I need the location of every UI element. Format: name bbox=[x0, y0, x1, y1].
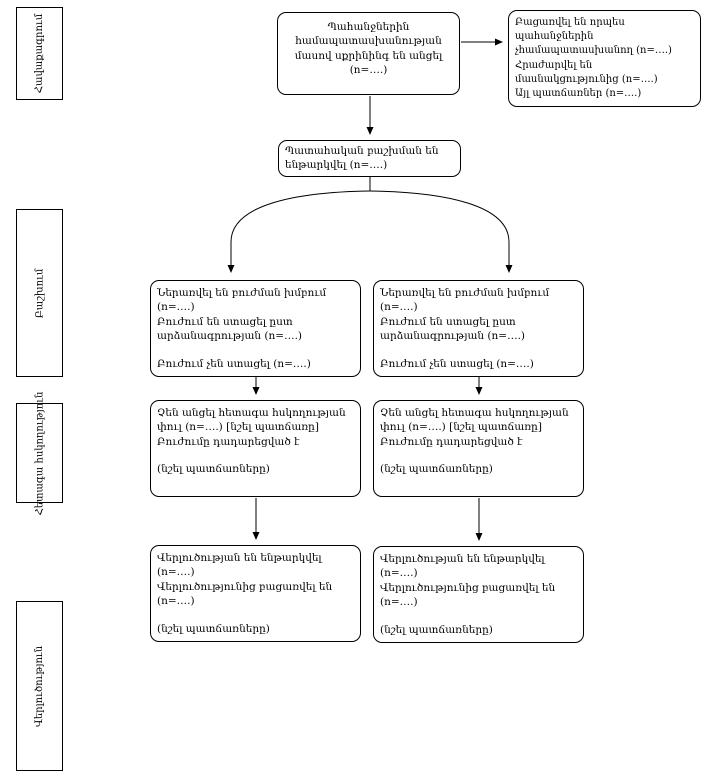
allocation-box-left bbox=[150, 280, 361, 377]
allocation-left-line-2: Բուժում են ստացել ըստ արձանագրության (n=….) bbox=[157, 315, 303, 343]
stage-label-allocation-text: Բաշխում bbox=[34, 268, 46, 318]
analysis-box-right bbox=[373, 546, 584, 643]
analysis-right-line-3: (նշել պատճառները) bbox=[380, 623, 493, 636]
followup-box-right bbox=[373, 400, 584, 497]
stage-label-enrollment bbox=[16, 7, 63, 100]
analysis-left-line-1: Վերլուծության են ենթարկվել (n=….) bbox=[157, 552, 322, 579]
excluded-box bbox=[508, 10, 701, 107]
stage-label-analysis bbox=[16, 601, 63, 771]
stage-label-enrollment-text: Հավաքագրում bbox=[34, 13, 45, 94]
allocation-right-line-1: Ներառվել են բուժման խմբում (n=….) bbox=[380, 287, 550, 314]
arrow-randomized-to-allocation-right bbox=[370, 191, 509, 272]
analysis-left-line-3: (նշել պատճառները) bbox=[157, 622, 270, 635]
stage-label-analysis-text: Վերլուծություն bbox=[34, 645, 45, 727]
stage-label-followup bbox=[16, 391, 63, 515]
stage-label-followup-text: Հետագա հսկողություն bbox=[34, 391, 45, 515]
randomized-text: Պատահական բաշխման են ենթարկվել (n=….) bbox=[285, 145, 439, 172]
excluded-line-2: Հրաժարվել են մասնակցությունից (n=….) bbox=[515, 59, 658, 85]
followup-left-line-1: Չեն անցել հետագա հսկողության փուլ (n=….) [նշել պատճառը] bbox=[157, 407, 346, 434]
analysis-right-line-2: Վերլուծությունից բացառվել են (n=….) bbox=[380, 581, 556, 609]
analysis-left-line-2: Վերլուծությունից բացառվել են (n=….) bbox=[157, 580, 333, 608]
followup-right-line-2: Բուժումը դադարեցված է bbox=[380, 435, 523, 448]
analysis-box-left bbox=[150, 545, 361, 642]
allocation-right-line-2: Բուժում են ստացել ըստ արձանագրության (n=….) bbox=[380, 315, 526, 343]
randomized-box bbox=[278, 140, 461, 177]
excluded-line-3: Այլ պատճառներ (n=….) bbox=[515, 87, 642, 99]
analysis-right-line-1: Վերլուծության են ենթարկվել (n=….) bbox=[380, 553, 545, 580]
followup-left-line-2: Բուժումը դադարեցված է bbox=[157, 435, 300, 448]
followup-right-line-3: (նշել պատճառները) bbox=[380, 463, 493, 476]
stage-label-allocation bbox=[16, 209, 63, 377]
allocation-left-line-1: Ներառվել են բուժման խմբում (n=….) bbox=[157, 287, 327, 314]
screening-box bbox=[277, 12, 460, 95]
screening-text: Պահանջներին համապատասխանության մասով սքրինինգ են անցել (n=….) bbox=[294, 21, 443, 77]
followup-right-line-1: Չեն անցել հետագա հսկողության փուլ (n=….) [նշել պատճառը] bbox=[380, 407, 569, 434]
followup-box-left bbox=[150, 400, 361, 497]
allocation-left-line-3: Բուժում չեն ստացել (n=….) bbox=[157, 357, 311, 370]
allocation-box-right bbox=[373, 280, 584, 377]
excluded-line-1: Բացառվել են որպես պահանջներին չհամապատասխանող (n=….) bbox=[515, 17, 672, 57]
allocation-right-line-3: Բուժում չեն ստացել (n=….) bbox=[380, 357, 534, 370]
followup-left-line-3: (նշել պատճառները) bbox=[157, 463, 270, 476]
arrow-randomized-to-allocation-left bbox=[231, 191, 370, 272]
